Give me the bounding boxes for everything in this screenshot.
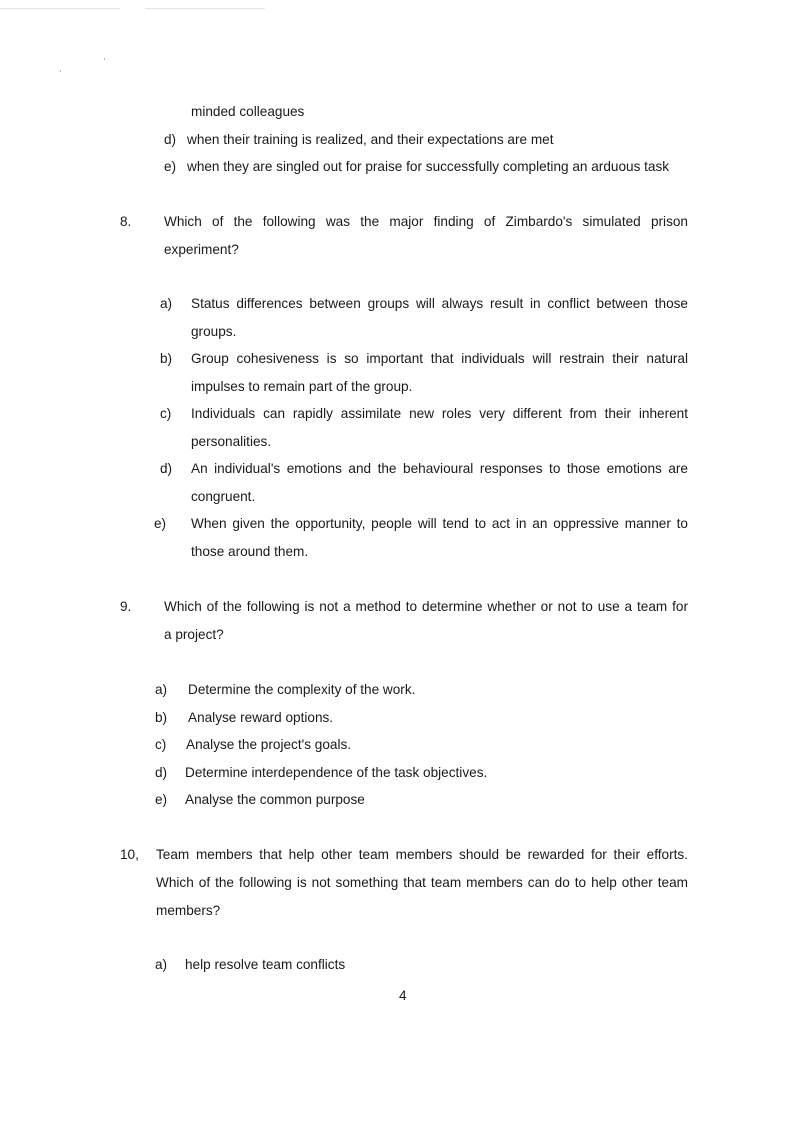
- question-stem: Which of the following is not something that team members can do to help other team: [156, 875, 688, 890]
- option-text: when they are singled out for praise for successfully completing an arduous task: [187, 159, 670, 174]
- option-text: An individual's emotions and the behavioural responses to those emotions are: [191, 461, 688, 476]
- option-text: groups.: [191, 324, 237, 339]
- option-letter: d): [155, 765, 168, 780]
- option-letter: c): [155, 737, 167, 752]
- question-number: 8.: [120, 214, 132, 229]
- option-text: those around them.: [191, 544, 309, 559]
- question-number: 10,: [120, 847, 139, 862]
- question-stem: a project?: [164, 627, 224, 642]
- option-text: When given the opportunity, people will tend to act in an oppressive manner to: [191, 516, 688, 531]
- scan-speck: [104, 58, 105, 60]
- option-text: impulses to remain part of the group.: [191, 379, 413, 394]
- option-text: Individuals can rapidly assimilate new roles very different from their inherent: [191, 406, 688, 421]
- continuation-line: minded colleagues: [191, 104, 305, 119]
- question-stem: Which of the following was the major finding of Zimbardo's simulated prison: [164, 214, 688, 229]
- option-letter: a): [160, 296, 173, 311]
- option-letter: e): [155, 792, 168, 807]
- option-letter: b): [155, 710, 168, 725]
- option-text: when their training is realized, and their expectations are met: [187, 132, 554, 147]
- option-text: help resolve team conflicts: [185, 957, 346, 972]
- option-text: Group cohesiveness is so important that individuals will restrain their natural: [191, 351, 688, 366]
- option-letter: e): [164, 159, 177, 174]
- question-stem: members?: [156, 903, 221, 918]
- option-text: Analyse the project's goals.: [186, 737, 352, 752]
- option-letter: a): [155, 682, 168, 697]
- option-letter: e): [154, 516, 167, 531]
- question-stem: Team members that help other team members should be rewarded for their efforts.: [156, 847, 688, 862]
- question-stem: Which of the following is not a method to determine whether or not to use a team for: [164, 599, 688, 614]
- question-stem: experiment?: [164, 242, 239, 257]
- scan-edge-mark: [0, 8, 265, 9]
- question-number: 9.: [120, 599, 132, 614]
- option-letter: a): [155, 957, 168, 972]
- option-text: personalities.: [191, 434, 272, 449]
- option-letter: d): [160, 461, 173, 476]
- page-number: 4: [399, 988, 407, 1003]
- option-text: Determine the complexity of the work.: [188, 682, 416, 697]
- option-text: Status differences between groups will always result in conflict between those: [191, 296, 688, 311]
- option-letter: b): [160, 351, 173, 366]
- option-text: Analyse reward options.: [188, 710, 334, 725]
- scan-speck: [60, 70, 61, 72]
- option-letter: c): [160, 406, 172, 421]
- option-text: congruent.: [191, 489, 256, 504]
- option-text: Determine interdependence of the task objectives.: [185, 765, 488, 780]
- option-letter: d): [164, 132, 177, 147]
- option-text: Analyse the common purpose: [185, 792, 365, 807]
